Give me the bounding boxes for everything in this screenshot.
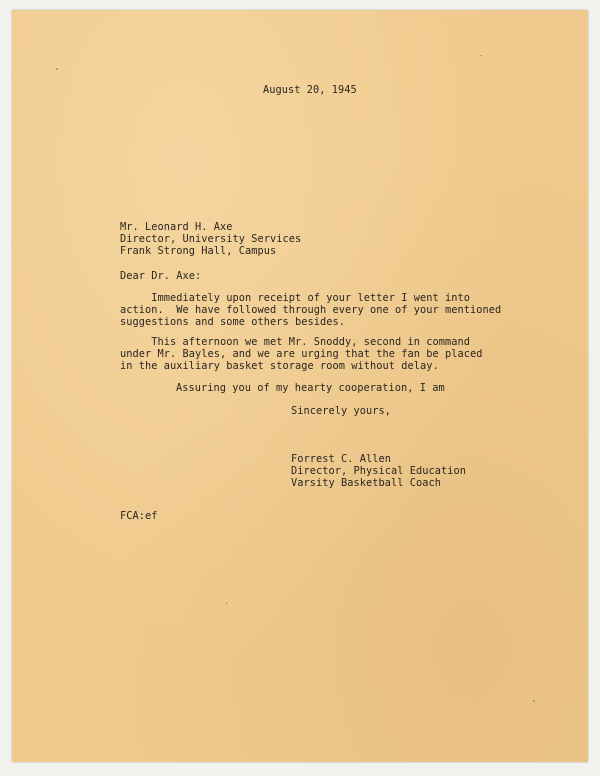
signer-title-2: Varsity Basketball Coach <box>291 477 441 489</box>
complimentary-close: Sincerely yours, <box>291 405 391 417</box>
salutation: Dear Dr. Axe: <box>120 270 202 282</box>
letter-paper <box>12 10 588 762</box>
reference-initials: FCA:ef <box>120 510 158 522</box>
closing-line: Assuring you of my hearty cooperation, I am <box>176 382 445 394</box>
paper-speck <box>226 602 227 604</box>
signer-title-1: Director, Physical Education <box>291 465 466 477</box>
paragraph-2-line-1: This afternoon we met Mr. Snoddy, second in command <box>120 336 470 348</box>
signer-name: Forrest C. Allen <box>291 453 391 465</box>
paragraph-2-line-2: under Mr. Bayles, and we are urging that the fan be placed <box>120 348 483 360</box>
paragraph-1-line-3: suggestions and some others besides. <box>120 316 345 328</box>
paragraph-1-line-1: Immediately upon receipt of your letter I went into <box>120 292 470 304</box>
recipient-address: Frank Strong Hall, Campus <box>120 245 277 257</box>
recipient-name: Mr. Leonard H. Axe <box>120 221 233 233</box>
paragraph-2-line-3: in the auxiliary basket storage room without delay. <box>120 360 439 372</box>
letter-date: August 20, 1945 <box>263 84 357 96</box>
paragraph-1-line-2: action. We have followed through every one of your mentioned <box>120 304 502 316</box>
paper-speck <box>533 700 535 702</box>
recipient-title: Director, University Services <box>120 233 302 245</box>
paper-speck <box>480 55 482 56</box>
paper-speck <box>56 68 58 70</box>
